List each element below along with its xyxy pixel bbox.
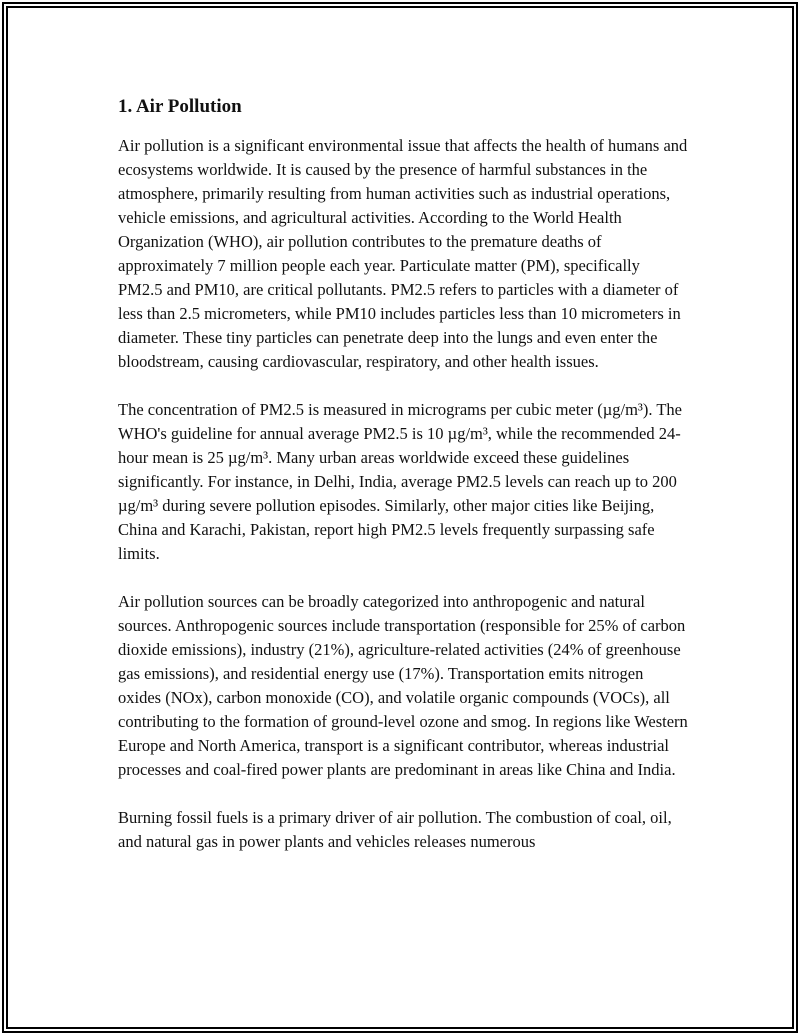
paragraph-overview: Air pollution is a significant environmental issue that affects the health of humans and ecosystems worldwide. It is caused by the presence of harmful substances in the atmosphere, primarily resulting from human activities such as industrial operations, vehicle emissions, and agricultural activities. According to the World Health Organization (WHO), air pollution contributes to the premature deaths of approximately 7 million people each year. Particulate matter (PM), specifically PM2.5 and PM10, are critical pollutants. PM2.5 refers to particles with a diameter of less than 2.5 micrometers, while PM10 includes particles less than 10 micrometers in diameter. These tiny particles can penetrate deep into the lungs and even enter the bloodstream, causing cardiovascular, respiratory, and other health issues. [118,136,688,371]
section-heading: 1. Air Pollution [118,96,242,117]
paragraph-pm25-concentration: The concentration of PM2.5 is measured in micrograms per cubic meter (µg/m³). The WHO's guideline for annual average PM2.5 is 10 µg/m³, while the recommended 24-hour mean is 25 µg/m³. Many urban areas worldwide exceed these guidelines significantly. For instance, in Delhi, India, average PM2.5 levels can reach up to 200 µg/m³ during severe pollution episodes. Similarly, other major cities like Beijing, China and Karachi, Pakistan, report high PM2.5 levels frequently surpassing safe limits. [118,400,682,563]
document-body [118,94,688,878]
paragraph-fossil-fuels: Burning fossil fuels is a primary driver of air pollution. The combustion of coal, oil, and natural gas in power plants and vehicles releases numerous [118,808,672,851]
paragraph-pollution-sources: Air pollution sources can be broadly categorized into anthropogenic and natural sources. Anthropogenic sources include transportation (responsible for 25% of carbon dioxide emissions), industry (21%), agriculture-related activities (24% of greenhouse gas emissions), and residential energy use (17%). Transportation emits nitrogen oxides (NOx), carbon monoxide (CO), and volatile organic compounds (VOCs), all contributing to the formation of ground-level ozone and smog. In regions like Western Europe and North America, transport is a significant contributor, whereas industrial processes and coal-fired power plants are predominant in areas like China and India. [118,592,688,779]
